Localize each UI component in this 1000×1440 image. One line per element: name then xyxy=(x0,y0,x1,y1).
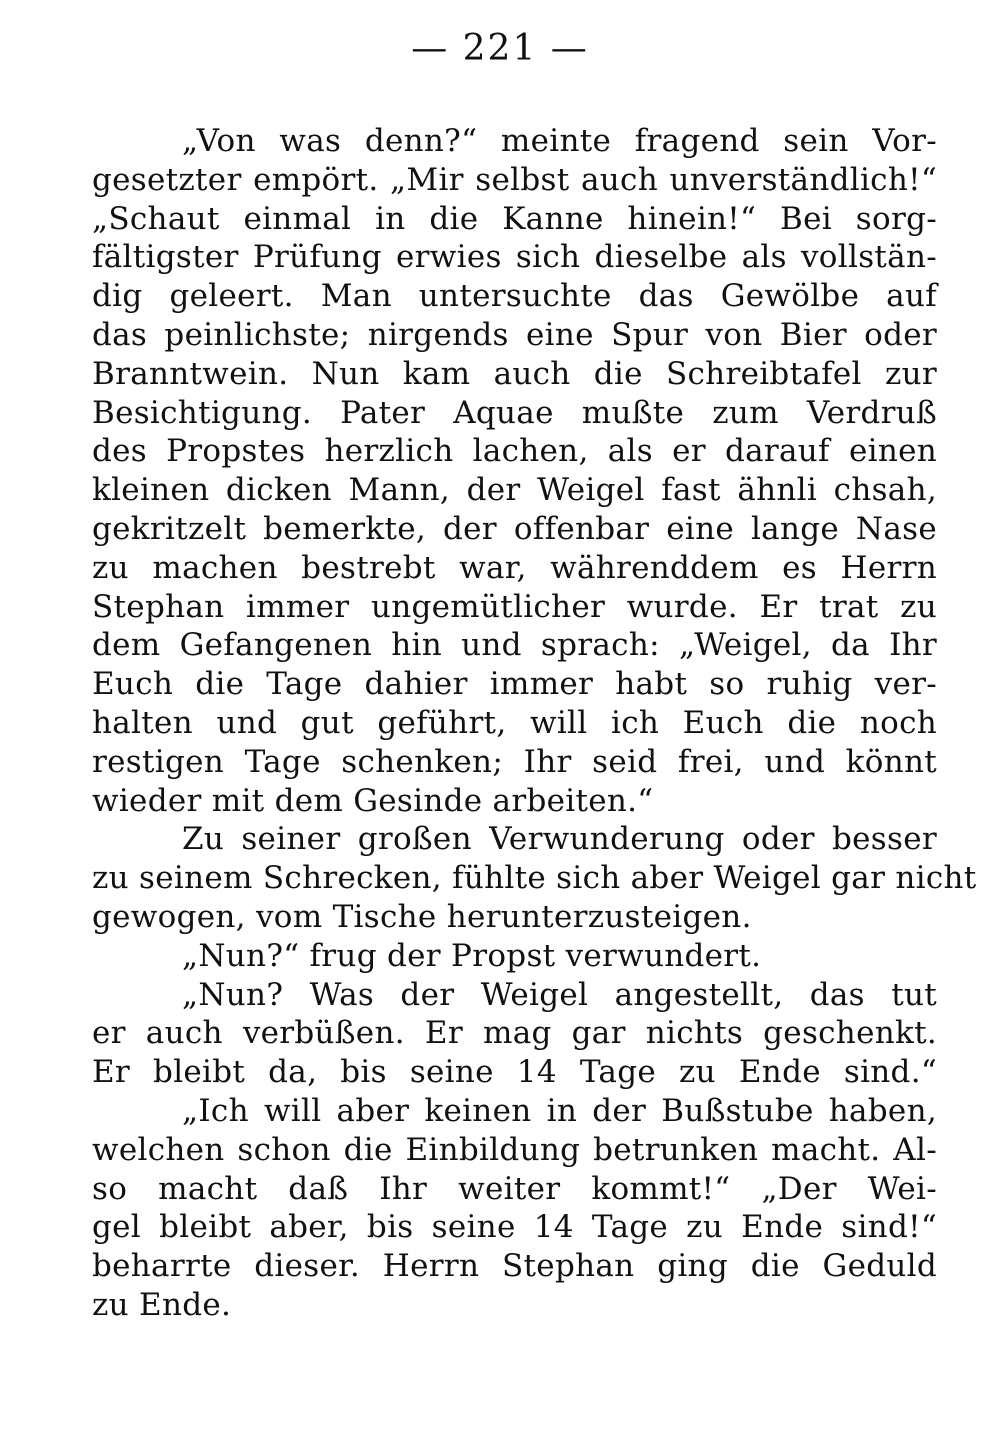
text-line: dig geleert. Man untersuchte das Gewölbe auf xyxy=(92,278,937,315)
text-line: restigen Tage schenken; Ihr seid frei, und könnt xyxy=(92,743,937,780)
text-line: welchen schon die Einbildung betrunken macht. Al- xyxy=(92,1131,937,1168)
text-line: zu machen bestrebt war, währenddem es Herrn xyxy=(92,549,937,586)
text-line: kleinen dicken Mann, der Weigel fast ähnli chsah, xyxy=(92,472,937,509)
text-line: er auch verbüßen. Er mag gar nichts geschenkt. xyxy=(92,1015,937,1052)
text-line: zu Ende. xyxy=(92,1286,232,1323)
text-line: „Nun?“ frug der Propst verwundert. xyxy=(182,937,762,974)
text-line: Euch die Tage dahier immer habt so ruhig ver- xyxy=(92,666,937,703)
text-line: das peinlichste; nirgends eine Spur von Bier oder xyxy=(92,316,937,353)
text-line: „Schaut einmal in die Kanne hinein!“ Bei sorg- xyxy=(92,200,937,237)
text-line: wieder mit dem Gesinde arbeiten.“ xyxy=(92,782,654,819)
text-line: gewogen, vom Tische herunterzusteigen. xyxy=(92,898,752,935)
text-line: halten und gut geführt, will ich Euch die noch xyxy=(92,704,937,741)
text-line: des Propstes herzlich lachen, als er darauf einen xyxy=(92,433,937,470)
text-line: fältigster Prüfung erwies sich dieselbe als vollstän- xyxy=(92,239,937,276)
text-line: gesetzter empört. „Mir selbst auch unverständlich!“ xyxy=(92,161,937,198)
body-text xyxy=(92,122,977,1325)
text-line: gel bleibt aber, bis seine 14 Tage zu Ende sind!“ xyxy=(92,1209,937,1246)
text-line: zu seinem Schrecken, fühlte sich aber Weigel gar nicht xyxy=(92,860,977,897)
page-number: — 221 — xyxy=(411,28,589,69)
text-line: „Von was denn?“ meinte fragend sein Vor- xyxy=(182,123,937,159)
text-line: Zu seiner großen Verwunderung oder besser xyxy=(182,821,937,858)
text-line: Besichtigung. Pater Aquae mußte zum Verdruß xyxy=(92,394,937,431)
text-line: „Nun? Was der Weigel angestellt, das tut xyxy=(182,976,937,1013)
text-line: Er bleibt da, bis seine 14 Tage zu Ende sind.“ xyxy=(92,1054,937,1091)
text-line: „Ich will aber keinen in der Bußstube haben, xyxy=(182,1092,937,1129)
text-line: Branntwein. Nun kam auch die Schreibtafel zur xyxy=(92,355,937,392)
text-line: gekritzelt bemerkte, der offenbar eine lange Nase xyxy=(92,510,937,547)
text-line: dem Gefangenen hin und sprach: „Weigel, da Ihr xyxy=(92,627,937,664)
text-line: so macht daß Ihr weiter kommt!“ „Der Wei- xyxy=(92,1170,937,1207)
text-line: Stephan immer ungemütlicher wurde. Er trat zu xyxy=(92,588,937,625)
text-line: beharrte dieser. Herrn Stephan ging die Geduld xyxy=(92,1248,937,1285)
